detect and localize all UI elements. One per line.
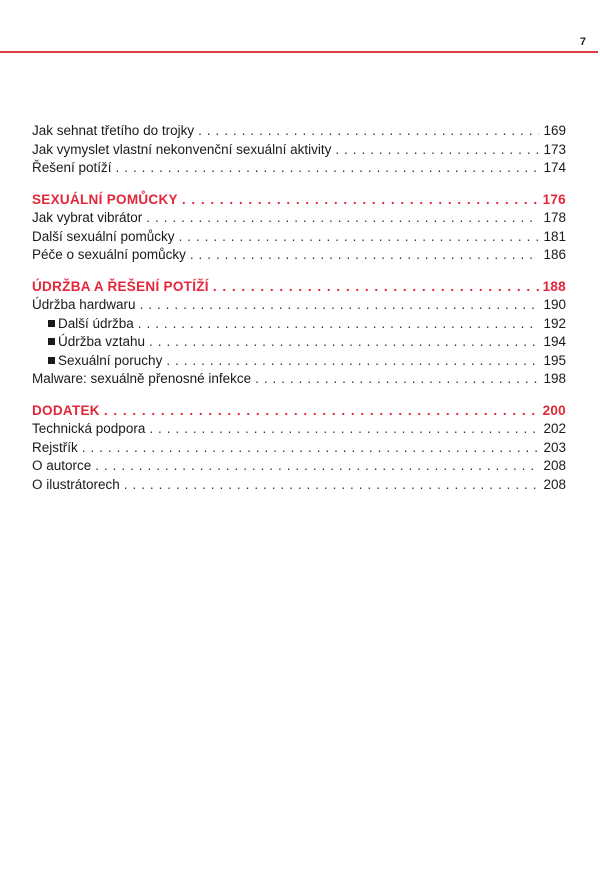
dot-leader <box>104 402 539 421</box>
square-bullet-icon <box>48 357 55 364</box>
toc-entry[interactable] <box>32 457 566 476</box>
toc-entry-page: 169 <box>543 123 566 138</box>
toc-subentry[interactable] <box>32 352 566 371</box>
header-rule <box>0 51 598 53</box>
toc-entry[interactable] <box>32 246 566 265</box>
toc-heading-label: ÚDRŽBA A ŘEŠENÍ POTÍŽÍ <box>32 278 209 294</box>
toc-section-heading[interactable] <box>32 278 566 297</box>
toc-entry-label: Malware: sexuálně přenosné infekce <box>32 371 252 386</box>
dot-leader <box>182 191 539 210</box>
dot-leader <box>146 209 539 228</box>
toc-entry-label: Další sexuální pomůcky <box>32 228 175 244</box>
toc-entry-text: Údržba vztahu <box>58 334 146 349</box>
toc-section <box>32 122 566 178</box>
toc-entry-page: 178 <box>543 210 566 225</box>
toc-section-heading[interactable] <box>32 402 566 421</box>
dot-leader <box>149 333 539 352</box>
toc-entry[interactable] <box>32 476 566 495</box>
toc-entry-page: 202 <box>543 421 566 436</box>
toc-entry-page: 203 <box>543 439 566 455</box>
toc-entry-page: 186 <box>543 247 566 262</box>
dot-leader <box>149 420 539 439</box>
toc-entry-page: 198 <box>543 371 566 386</box>
dot-leader <box>335 141 539 160</box>
dot-leader <box>140 296 540 315</box>
toc-entry-label: Jak vybrat vibrátor <box>32 210 143 225</box>
toc-section <box>32 191 566 265</box>
toc-entry-label: Řešení potíží <box>32 160 112 175</box>
dot-leader <box>124 476 540 495</box>
dot-leader <box>179 228 540 247</box>
table-of-contents <box>32 122 566 507</box>
toc-section <box>32 402 566 495</box>
dot-leader <box>166 352 539 371</box>
toc-entry-page: 192 <box>543 315 566 331</box>
toc-entry-label: Jak vymyslet vlastní nekonvenční sexuální aktivity <box>32 141 332 157</box>
toc-entry[interactable] <box>32 122 566 141</box>
toc-entry-label: Jak sehnat třetího do trojky <box>32 123 195 138</box>
dot-leader <box>138 315 540 334</box>
toc-entry-page: 208 <box>543 476 566 492</box>
toc-entry[interactable] <box>32 420 566 439</box>
toc-entry[interactable] <box>32 228 566 247</box>
toc-heading-label: SEXUÁLNÍ POMŮCKY <box>32 191 178 207</box>
toc-heading-page: 200 <box>542 402 566 418</box>
toc-entry-label: Péče o sexuální pomůcky <box>32 247 186 262</box>
dot-leader <box>198 122 539 141</box>
dot-leader <box>95 457 539 476</box>
toc-entry-page: 174 <box>543 160 566 175</box>
toc-entry[interactable] <box>32 209 566 228</box>
toc-entry-page: 194 <box>543 334 566 349</box>
toc-entry-label: O autorce <box>32 458 92 473</box>
dot-leader <box>213 278 539 297</box>
toc-entry-label: O ilustrátorech <box>32 476 120 492</box>
toc-heading-page: 188 <box>542 278 566 294</box>
toc-heading-page: 176 <box>542 191 566 207</box>
toc-entry-text: Sexuální poruchy <box>58 352 163 368</box>
toc-section-heading[interactable] <box>32 191 566 210</box>
page-number: 7 <box>579 36 586 48</box>
toc-entry[interactable] <box>32 296 566 315</box>
toc-entry-label: Technická podpora <box>32 421 146 436</box>
toc-entry-page: 190 <box>543 297 566 312</box>
toc-entry[interactable] <box>32 141 566 160</box>
toc-entry-label: Rejstřík <box>32 439 78 455</box>
toc-entry-page: 173 <box>543 141 566 157</box>
dot-leader <box>255 370 539 389</box>
toc-entry-label <box>48 315 134 334</box>
dot-leader <box>190 246 540 265</box>
toc-entry[interactable] <box>32 159 566 178</box>
toc-entry-label <box>48 352 162 371</box>
toc-entry-text: Další údržba <box>58 315 134 331</box>
dot-leader <box>82 439 540 458</box>
toc-entry[interactable] <box>32 439 566 458</box>
square-bullet-icon <box>48 320 55 327</box>
toc-entry-page: 208 <box>543 458 566 473</box>
toc-subentry[interactable] <box>32 315 566 334</box>
dot-leader <box>116 159 540 178</box>
square-bullet-icon <box>48 338 55 345</box>
toc-entry[interactable] <box>32 370 566 389</box>
toc-entry-page: 195 <box>543 352 566 368</box>
toc-entry-label: Údržba hardwaru <box>32 297 136 312</box>
toc-entry-label <box>48 333 145 352</box>
toc-entry-page: 181 <box>543 228 566 244</box>
toc-section <box>32 278 566 389</box>
toc-heading-label: DODATEK <box>32 402 100 418</box>
toc-subentry[interactable] <box>32 333 566 352</box>
